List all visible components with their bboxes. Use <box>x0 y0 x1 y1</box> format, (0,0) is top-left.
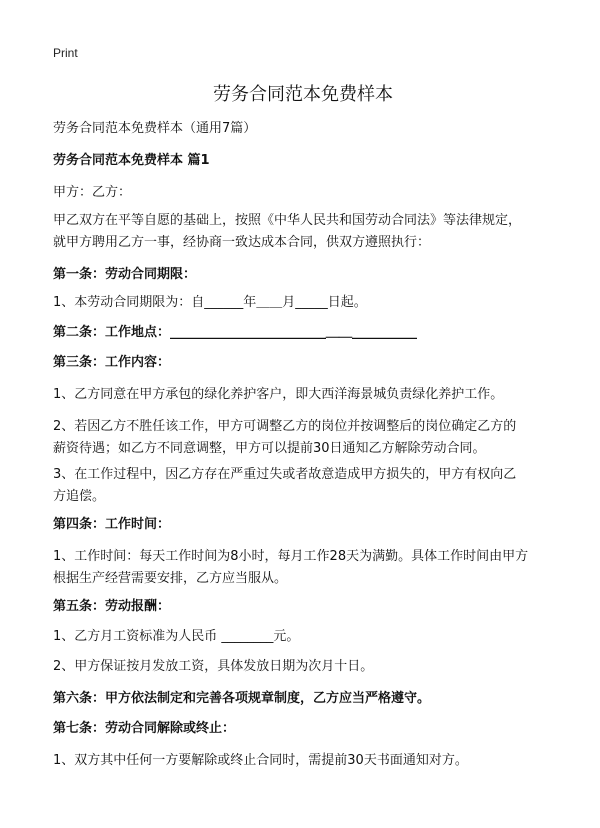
article-3-clause-2-line-1: 2、若因乙方不胜任该工作，甲方可调整乙方的岗位并按调整后的岗位确定乙方的 <box>53 419 517 434</box>
article-7-clause-1: 1、双方其中任何一方要解除或终止合同时，需提前30天书面通知对方。 <box>53 753 468 768</box>
article-3-clause-1: 1、乙方同意在甲方承包的绿化养护客户，即大西洋海景城负责绿化养护工作。 <box>53 387 504 402</box>
article-6-heading: 第六条：甲方依法制定和完善各项规章制度，乙方应当严格遵守。 <box>53 691 431 706</box>
article-4-clause-1-line-1: 1、工作时间：每天工作时间为8小时，每月工作28天为满勤。具体工作时间由甲方 <box>53 549 529 564</box>
article-4-heading: 第四条：工作时间： <box>53 517 171 532</box>
article-2-heading: 第二条：工作地点：________________________＿＿__________ <box>53 325 418 340</box>
document-subtitle: 劳务合同范本免费样本（通用7篇） <box>53 121 257 136</box>
article-7-heading: 第七条：劳动合同解除或终止： <box>53 721 236 736</box>
print-link[interactable]: Print <box>53 46 78 60</box>
parties-line: 甲方：乙方： <box>53 185 132 200</box>
article-1-heading: 第一条：劳动合同期限： <box>53 267 197 282</box>
document-title: 劳务合同范本免费样本 <box>213 84 393 105</box>
article-3-clause-3-line-2: 方追偿。 <box>53 489 106 504</box>
article-5-clause-1: 1、乙方月工资标准为人民币 ________元。 <box>53 629 300 644</box>
intro-line-2: 就甲方聘用乙方一事，经协商一致达成本合同，供双方遵照执行： <box>53 235 431 250</box>
intro-line-1: 甲乙双方在平等自愿的基础上，按照《中华人民共和国劳动合同法》等法律规定， <box>53 213 522 228</box>
article-3-heading: 第三条：工作内容： <box>53 355 171 370</box>
article-5-clause-2: 2、甲方保证按月发放工资，具体发放日期为次月十日。 <box>53 659 374 674</box>
article-3-clause-3-line-1: 3、在工作过程中，因乙方存在严重过失或者故意造成甲方损失的，甲方有权向乙 <box>53 467 517 482</box>
article-4-clause-1-line-2: 根据生产经营需要安排，乙方应当服从。 <box>53 571 288 586</box>
article-1-clause-1: 1、本劳动合同期限为：自______年＿＿月_____日起。 <box>53 295 367 310</box>
section-heading: 劳务合同范本免费样本 篇1 <box>53 153 210 168</box>
article-5-heading: 第五条：劳动报酬： <box>53 599 171 614</box>
article-3-clause-2-line-2: 薪资待遇；如乙方不同意调整，甲方可以提前30日通知乙方解除劳动合同。 <box>53 441 486 456</box>
